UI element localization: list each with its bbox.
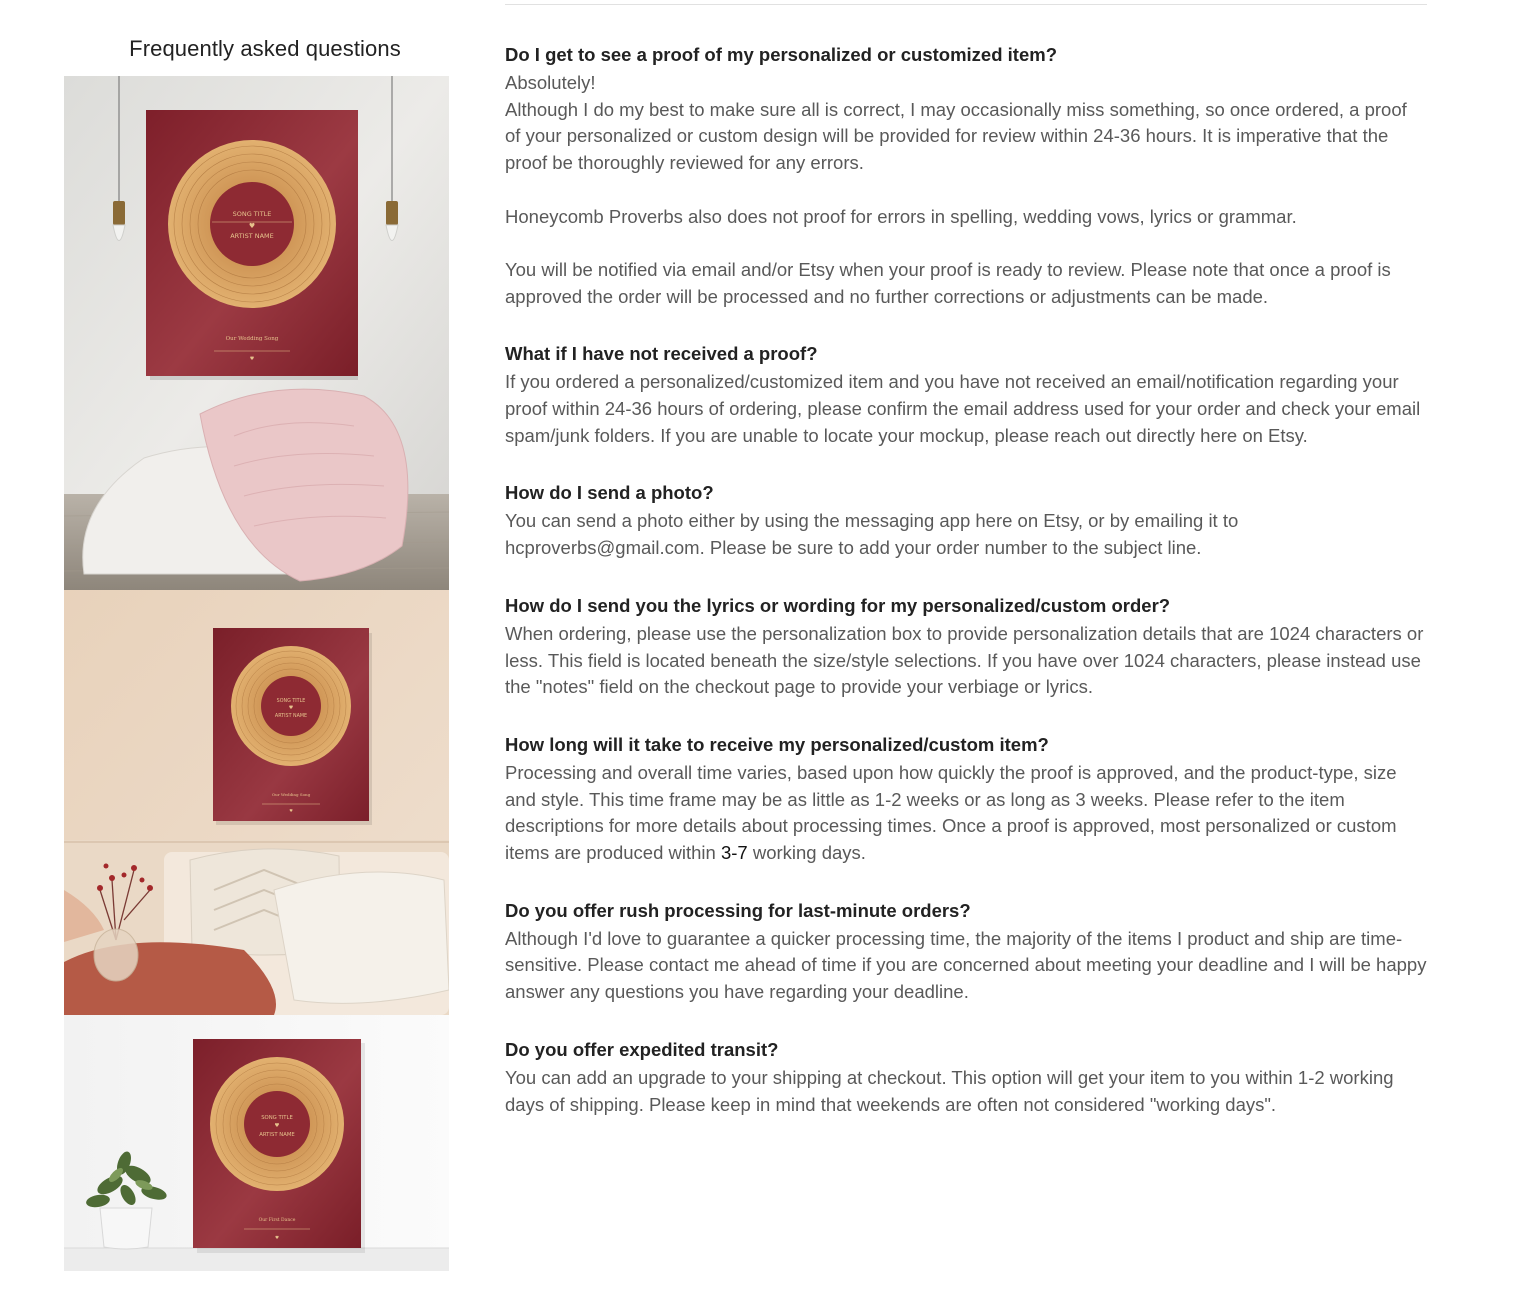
faq-answer xyxy=(505,760,1427,867)
faq-question: How long will it take to receive my personalized/custom item? xyxy=(505,733,1049,755)
faq-answer-paragraph: You can add an upgrade to your shipping at checkout. This option will get your item to you within 1-2 working days of shipping. Please keep in mind that weekends are often not considered "working days". xyxy=(505,1066,1394,1115)
poster-3-caption: Our First Dance xyxy=(258,1218,296,1223)
faq-question: How do I send a photo? xyxy=(505,482,714,504)
svg-text:♥: ♥ xyxy=(274,1236,280,1241)
poster-2-caption: Our Wedding Song xyxy=(271,792,311,797)
faq-answer xyxy=(505,926,1427,1006)
poster-1-artist-name: ARTIST NAME xyxy=(230,232,274,240)
poster-2-artist-name: ARTIST NAME xyxy=(274,714,308,719)
svg-text:♥: ♥ xyxy=(289,808,293,813)
poster-1-song-title: SONG TITLE xyxy=(232,210,272,218)
faq-item-no-proof xyxy=(505,341,1427,449)
faq-item-rush xyxy=(505,898,1427,1006)
poster-3-song-title: SONG TITLE xyxy=(261,1115,293,1121)
faq-answer-paragraph xyxy=(505,760,1427,867)
svg-text:♥: ♥ xyxy=(249,356,255,362)
faq-answer-text: Processing and overall time varies, based upon how quickly the proof is approved, and the product-type, size and style. This time frame may be as little as 1-2 weeks or as long as 3 weeks. Please refer to the item descriptions for more details about processing times. Once a proof is approved, most personalized or custom items are produced within xyxy=(505,761,1397,864)
faq-list xyxy=(505,42,1427,1149)
faq-item-send-photo xyxy=(505,480,1427,561)
faq-answer-paragraph: Although I'd love to guarantee a quicker processing time, the majority of the items I product and ship are time-sensitive. Please contact me ahead of time if you are concerned about meeting your deadline and I will be happy answer any questions you have regarding your deadline. xyxy=(505,927,1427,1003)
faq-answer-text: working days. xyxy=(747,842,866,864)
faq-question: Do you offer rush processing for last-minute orders? xyxy=(505,899,971,921)
faq-answer-paragraph: Honeycomb Proverbs also does not proof for errors in spelling, wedding vows, lyrics or grammar. xyxy=(505,205,1297,227)
product-photo-3[interactable] xyxy=(64,1015,449,1271)
faq-item-proof xyxy=(505,42,1427,310)
faq-answer xyxy=(505,508,1427,561)
poster-1-caption: Our Wedding Song xyxy=(225,336,279,342)
poster-3-artist-name: ARTIST NAME xyxy=(259,1132,295,1138)
faq-question: How do I send you the lyrics or wording for my personalized/custom order? xyxy=(505,594,1171,616)
working-days-range: 3-7 xyxy=(720,842,748,864)
svg-text:♥: ♥ xyxy=(274,1123,280,1129)
faq-question: What if I have not received a proof? xyxy=(505,343,818,365)
faq-answer xyxy=(505,70,1427,310)
product-photo-2[interactable] xyxy=(64,590,449,1015)
product-photo-column xyxy=(64,76,449,1271)
faq-answer-paragraph: Although I do my best to make sure all is correct, I may occasionally miss something, so once ordered, a proof of your personalized or custom design will be provided for review within 24-36 hours. It is imperative that the proof be thoroughly reviewed for any errors. xyxy=(505,98,1407,174)
product-photo-1[interactable] xyxy=(64,76,449,590)
faq-item-lyrics xyxy=(505,593,1427,701)
faq-answer-paragraph: You will be notified via email and/or Etsy when your proof is ready to review. Please note that once a proof is approved the order will be processed and no further corrections or adjustments can be made. xyxy=(505,258,1391,307)
faq-answer-paragraph: You can send a photo either by using the messaging app here on Etsy, or by emailing it to hcproverbs@gmail.com. Please be sure to add your order number to the subject line. xyxy=(505,510,1239,559)
faq-item-expedited xyxy=(505,1037,1427,1118)
faq-answer xyxy=(505,369,1427,449)
top-divider xyxy=(505,4,1427,5)
svg-text:♥: ♥ xyxy=(288,705,294,711)
faq-heading: Frequently asked questions xyxy=(129,36,401,61)
faq-answer-paragraph: If you ordered a personalized/customized item and you have not received an email/notification regarding your proof within 24-36 hours of ordering, please confirm the email address used for your order and check your email spam/junk folders. If you are unable to locate your mockup, please reach out directly here on Etsy. xyxy=(505,371,1421,446)
faq-question: Do you offer expedited transit? xyxy=(505,1038,779,1060)
faq-question: Do I get to see a proof of my personalized or customized item? xyxy=(505,44,1058,65)
faq-item-processing-time xyxy=(505,732,1427,867)
svg-text:♥: ♥ xyxy=(248,222,256,230)
faq-answer-paragraph: When ordering, please use the personalization box to provide personalization details that are 1024 characters or less. This field is located beneath the size/style selections. If you have over 1024 characters, please instead use the "notes" field on the checkout page to provide your verbiage or lyrics. xyxy=(505,622,1424,698)
poster-2-song-title: SONG TITLE xyxy=(276,699,306,704)
faq-answer-paragraph: Absolutely! xyxy=(505,72,596,93)
faq-answer xyxy=(505,1065,1427,1118)
faq-answer xyxy=(505,621,1427,701)
